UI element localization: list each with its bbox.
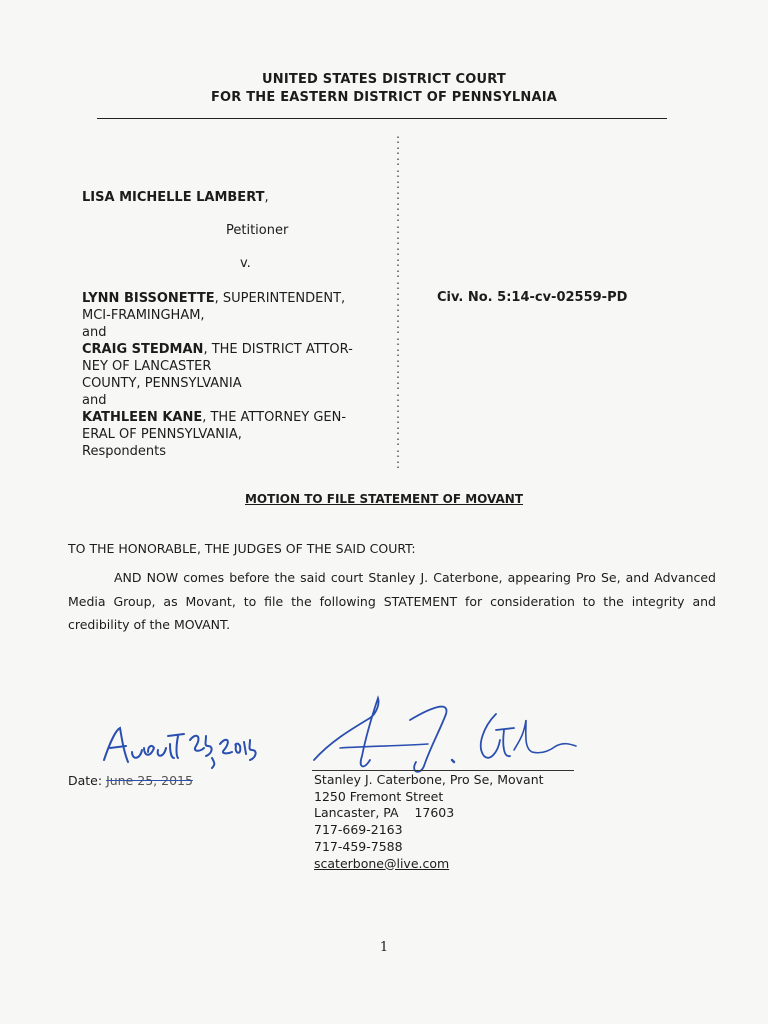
phone-2: 717-459-7588 bbox=[314, 838, 403, 854]
respondent-3-name: KATHLEEN KANE bbox=[82, 410, 203, 425]
civil-case-number: Civ. No. 5:14-cv-02559-PD bbox=[437, 290, 628, 305]
header-divider bbox=[97, 118, 667, 119]
and-connector-2: and bbox=[82, 393, 107, 408]
respondent-1 bbox=[82, 290, 353, 460]
respondent-1-title: , SUPERINTENDENT, bbox=[214, 291, 346, 306]
respondent-2-line2: NEY OF LANCASTER bbox=[82, 359, 212, 374]
respondent-2-line3: COUNTY, PENNSYLVANIA bbox=[82, 376, 242, 391]
body-paragraph bbox=[68, 566, 716, 637]
address-street: 1250 Fremont Street bbox=[314, 788, 444, 804]
struck-date: June 25, 2015 bbox=[106, 773, 193, 788]
email-link[interactable]: scaterbone@live.com bbox=[314, 855, 450, 871]
court-name: UNITED STATES DISTRICT COURT bbox=[262, 72, 506, 87]
signer-name: Stanley J. Caterbone, Pro Se, Movant bbox=[314, 772, 544, 787]
handwritten-date bbox=[100, 722, 260, 774]
respondent-3-line2: ERAL OF PENNSYLVANIA, bbox=[82, 427, 242, 442]
petitioner-role: Petitioner bbox=[226, 223, 289, 238]
petitioner-line bbox=[82, 189, 269, 206]
motion-title bbox=[0, 492, 768, 506]
respondent-2-name: CRAIG STEDMAN bbox=[82, 342, 204, 357]
signature-block bbox=[314, 772, 544, 872]
date-label: Date: bbox=[68, 773, 107, 788]
petitioner-suffix: , bbox=[264, 190, 269, 205]
court-district: FOR THE EASTERN DISTRICT OF PENNSYLNAIA bbox=[210, 90, 558, 105]
signature-line bbox=[312, 770, 574, 771]
respondent-3-title: , THE ATTORNEY GEN- bbox=[202, 410, 347, 425]
caption-colon-divider: : : : : : : : : : : : : : : : : : : : : : : : : : : : : : : bbox=[396, 132, 401, 471]
phone-1: 717-669-2163 bbox=[314, 822, 403, 838]
respondent-2-title: , THE DISTRICT ATTOR- bbox=[203, 342, 353, 357]
versus: v. bbox=[240, 256, 251, 271]
page-number: 1 bbox=[379, 940, 389, 955]
petitioner-name: LISA MICHELLE LAMBERT bbox=[82, 190, 265, 205]
motion-title-text: MOTION TO FILE STATEMENT OF MOVANT bbox=[244, 492, 524, 506]
and-connector-1: and bbox=[82, 325, 107, 340]
body-text: AND NOW comes before the said court Stanley J. Caterbone, appearing Pro Se, and Advanced Media Group, as Movant, to file the following STATEMENT for consideration to the integrity and credibility of the MOVANT. bbox=[68, 570, 716, 632]
date-line bbox=[68, 773, 193, 788]
salutation: TO THE HONORABLE, THE JUDGES OF THE SAID COURT: bbox=[68, 541, 416, 556]
address-city: Lancaster, PA 17603 bbox=[314, 805, 455, 821]
respondent-1-name: LYNN BISSONETTE bbox=[82, 291, 215, 306]
respondent-1-line2: MCI-FRAMINGHAM, bbox=[82, 308, 205, 323]
respondents-label: Respondents bbox=[82, 444, 167, 459]
